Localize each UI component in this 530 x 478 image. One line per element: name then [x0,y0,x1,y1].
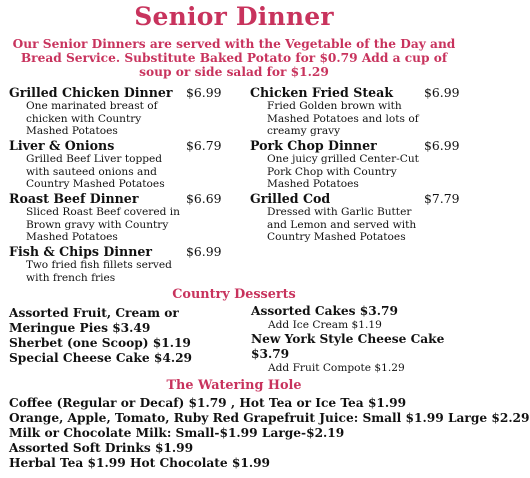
page-title: Senior Dinner [134,2,334,31]
item-price: $7.79 [424,191,460,206]
item-description: One marinated breast of chicken with Country Mashed Potatoes [26,100,158,137]
item-description: Dressed with Garlic Butter and Lemon and served with Country Mashed Potatoes [267,206,417,243]
item-name: Fish & Chips Dinner [9,244,153,259]
item-description: One juicy grilled Center-Cut Pork Chop with Country Mashed Potatoes [267,153,419,190]
item-name: Liver & Onions [9,138,115,153]
item-description: Two fried fish fillets served with french fries [26,259,172,284]
item-name: Pork Chop Dinner [250,138,377,153]
dessert-cakes-addon: Add Ice Cream $1.19 [268,319,382,331]
dessert-ny-cheesecake-price: $3.79 [251,347,290,361]
dessert-line: Sherbet (one Scoop) $1.19 [9,336,191,350]
right-menu-item [250,192,420,244]
dessert-line: Meringue Pies $3.49 [9,321,151,335]
dessert-ny-addon: Add Fruit Compote $1.29 [268,362,405,374]
drink-line: Milk or Chocolate Milk: Small-$1.99 Large-$2.19 [9,426,345,440]
left-menu-item [9,245,181,284]
item-name: Grilled Chicken Dinner [9,85,173,100]
item-description: Grilled Beef Liver topped with sauteed onions and Country Mashed Potatoes [26,153,165,190]
dessert-line: Assorted Fruit, Cream or [9,306,179,320]
right-menu-item [250,139,420,191]
item-price: $6.79 [186,138,222,153]
item-name: Roast Beef Dinner [9,191,139,206]
dessert-ny-cheesecake: New York Style Cheese Cake [251,332,445,346]
desserts-right-list [251,304,444,375]
drink-line: Orange, Apple, Tomato, Ruby Red Grapefruit Juice: Small $1.99 Large $2.29 [9,411,530,425]
desserts-left-list [9,306,192,366]
left-menu-item [9,139,181,191]
drink-line: Herbal Tea $1.99 Hot Chocolate $1.99 [9,456,271,470]
item-description: Fried Golden brown with Mashed Potatoes and lots of creamy gravy [267,100,419,137]
drink-line: Coffee (Regular or Decaf) $1.79 , Hot Tea or Ice Tea $1.99 [9,396,407,410]
dessert-line: Special Cheese Cake $4.29 [9,351,193,365]
item-name: Chicken Fried Steak [250,85,394,100]
item-name: Grilled Cod [250,191,331,206]
item-price: $6.99 [186,244,222,259]
left-menu-item [9,86,181,138]
item-price: $6.99 [424,85,460,100]
dessert-cakes: Assorted Cakes $3.79 [251,304,398,318]
item-description: Sliced Roast Beef covered in Brown gravy with Country Mashed Potatoes [26,206,180,243]
drink-line: Assorted Soft Drinks $1.99 [9,441,194,455]
drinks-list [9,396,530,471]
item-price: $6.69 [186,191,222,206]
drinks-heading: The Watering Hole [166,378,302,393]
item-price: $6.99 [424,138,460,153]
menu-intro: Our Senior Dinners are served with the Vegetable of the Day and Bread Service. Substitute Baked Potato for $0.79 Add a cup of soup or side salad for $1.29 [12,37,456,79]
right-menu-item [250,86,420,138]
desserts-heading: Country Desserts [172,287,296,302]
left-menu-item [9,192,181,244]
item-price: $6.99 [186,85,222,100]
